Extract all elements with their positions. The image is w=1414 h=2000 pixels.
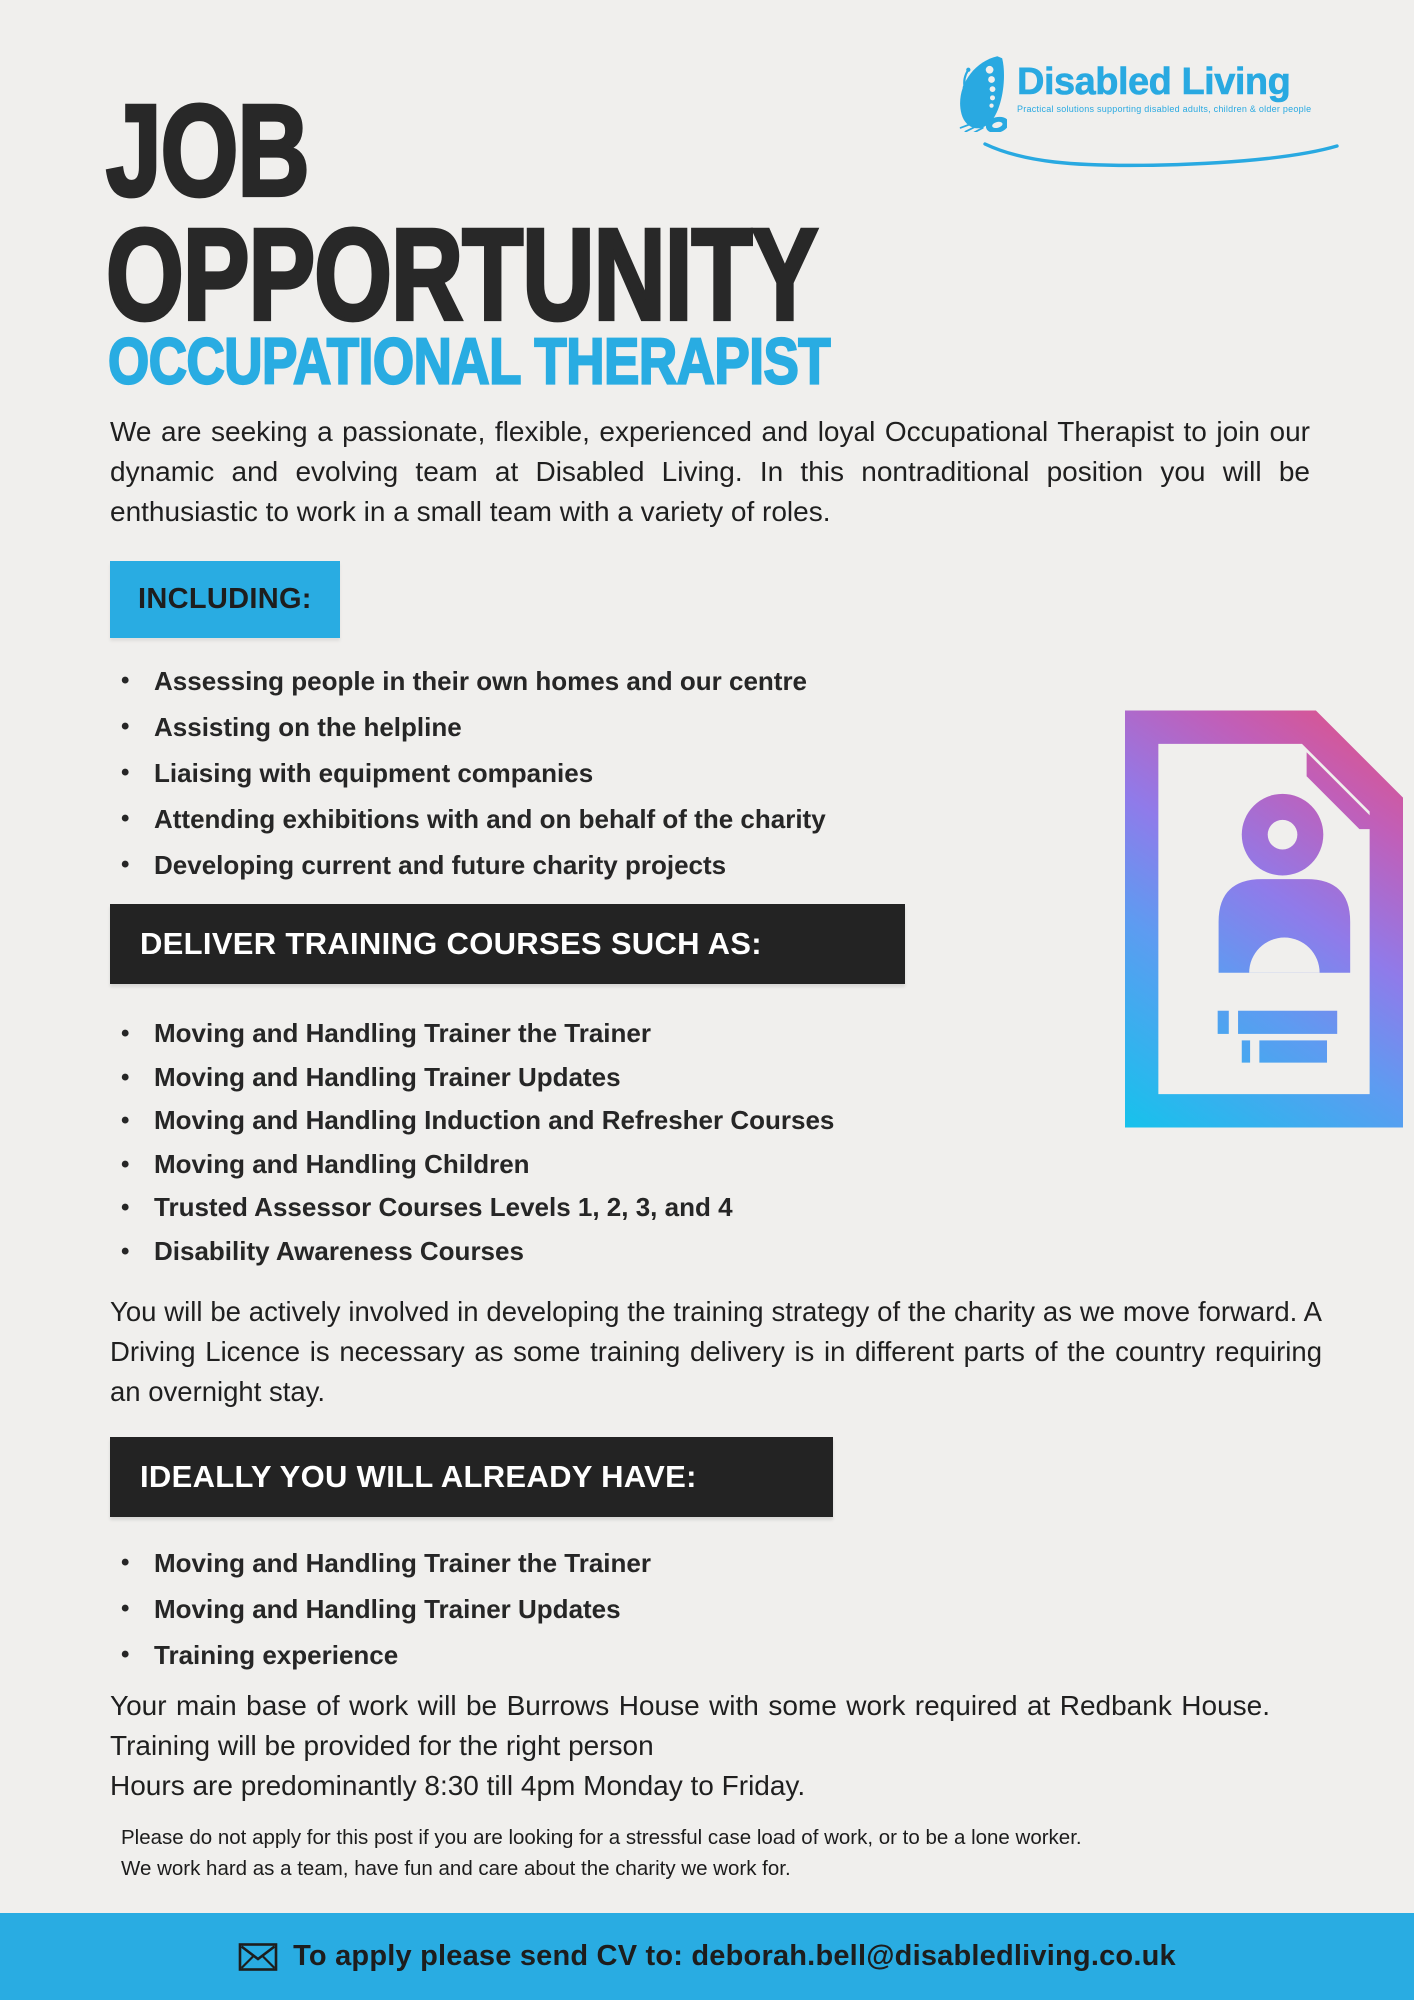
list-item: • Developing current and future charity projects [118,842,826,888]
list-item: • Assessing people in their own homes and our centre [118,658,826,704]
list-item: • Trusted Assessor Courses Levels 1, 2, 3, and 4 [118,1186,834,1230]
hours-text: Hours are predominantly 8:30 till 4pm Monday to Friday. [110,1770,806,1801]
list-item: • Liaising with equipment companies [118,750,826,796]
list-item: • Assisting on the helpline [118,704,826,750]
disclaimer-note [121,1822,1082,1884]
ideally-have-list [118,1540,651,1678]
list-item: • Training experience [118,1632,651,1678]
intro-paragraph: We are seeking a passionate, flexible, experienced and loyal Occupational Therapist to join our dynamic and evolving team at Disabled Living. In this nontraditional position you will be enthusiastic to work in a small team with a variety of roles. [110,416,1310,527]
logo-tagline: Practical solutions supporting disabled adults, children & older people [1017,104,1312,114]
list-item: • Disability Awareness Courses [118,1230,834,1274]
training-strategy-paragraph: You will be actively involved in developing the training strategy of the charity as we move forward. A Driving Licence is necessary as some training delivery is in different parts of the country requiring an overnight stay. [110,1296,1322,1407]
apply-email-text: To apply please send CV to: deborah.bell@disabledliving.co.uk [293,1940,1176,1972]
page-title-line2: OPPORTUNITY [106,202,818,348]
section-heading-ideally-have: IDEALLY YOU WILL ALREADY HAVE: [110,1437,833,1517]
apply-footer-bar [0,1913,1414,2000]
job-role-subtitle: OCCUPATIONAL THERAPIST [108,326,831,399]
section-heading-including: INCLUDING: [110,561,340,638]
disabled-living-logo [945,48,1355,163]
base-of-work-text: Your main base of work will be Burrows House with some work required at Redbank House. Training will be provided for the right person [110,1690,1270,1761]
list-item: • Moving and Handling Trainer the Trainer [118,1012,834,1056]
disclaimer-line1: Please do not apply for this post if you are looking for a stressful case load of work, or to be a lone worker. [121,1826,1082,1849]
logo-brand-name: Disabled Living [1017,61,1291,103]
list-item: • Moving and Handling Trainer Updates [118,1056,834,1100]
envelope-icon [238,1942,278,1972]
disclaimer-line2: We work hard as a team, have fun and care about the charity we work for. [121,1857,791,1880]
list-item: • Moving and Handling Children [118,1143,834,1187]
page-title-line1: JOB [106,78,309,224]
list-item: • Moving and Handling Trainer the Trainer [118,1540,651,1586]
cv-document-icon [1125,710,1403,1128]
training-courses-list [118,1012,834,1273]
list-item: • Moving and Handling Induction and Refresher Courses [118,1099,834,1143]
base-of-work-paragraph [110,1686,1270,1806]
list-item: • Moving and Handling Trainer Updates [118,1586,651,1632]
including-list [118,658,826,888]
butterfly-icon [949,54,1007,132]
section-heading-training-courses: DELIVER TRAINING COURSES SUCH AS: [110,904,905,984]
list-item: • Attending exhibitions with and on behalf of the charity [118,796,826,842]
logo-swoosh [983,140,1339,170]
